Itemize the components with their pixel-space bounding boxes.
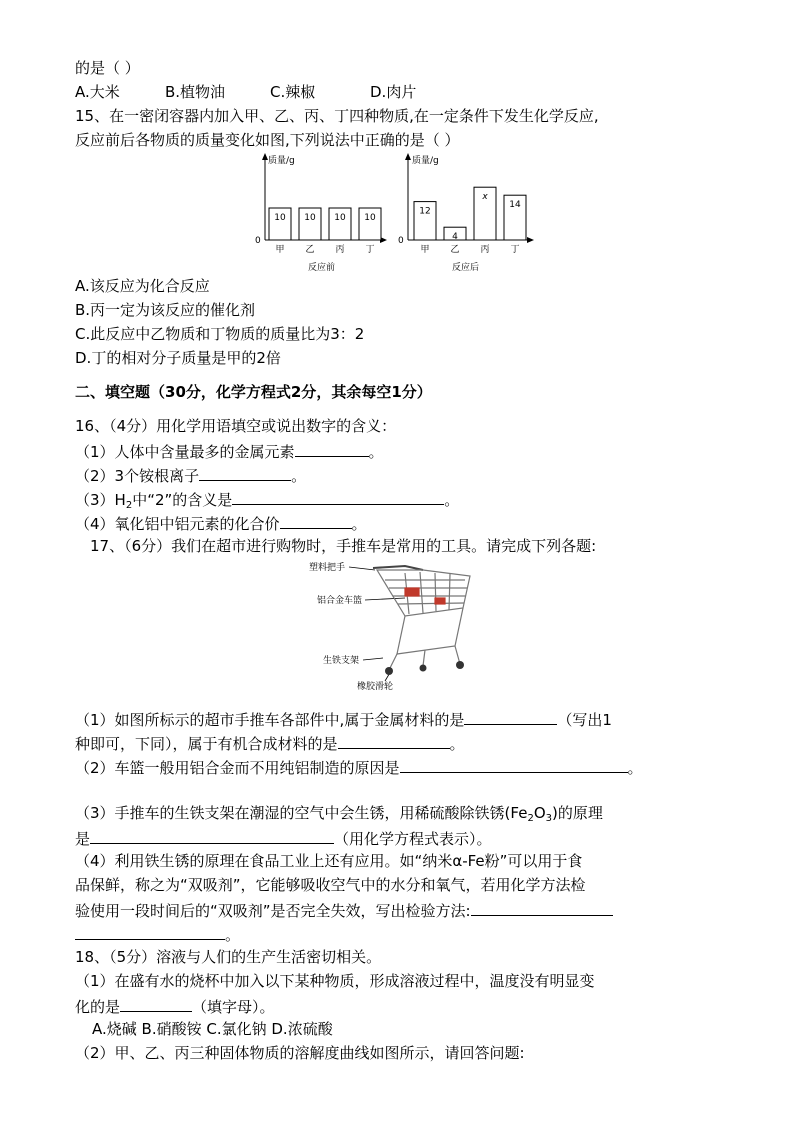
q16-sub3-subscript: 2 xyxy=(125,500,133,511)
q17-blank1[interactable] xyxy=(464,708,557,725)
q15-option-b: B.丙一定为该反应的催化剂 xyxy=(75,301,256,319)
q17-sub3-text-c: 是 xyxy=(75,830,91,848)
shopping-cart-figure xyxy=(305,558,480,698)
q17-sub4-line3 xyxy=(75,899,613,921)
q14-stem-tail: 的是（ ） xyxy=(75,59,140,77)
bar-value-label: 10 xyxy=(304,213,316,223)
chart-after-origin: 0 xyxy=(398,236,404,246)
q17-sub4-line4 xyxy=(75,923,240,945)
chart-before xyxy=(255,153,387,273)
q16-stem: 16、（4分）用化学用语填空或说出数字的含义： xyxy=(75,417,397,435)
q14-option-d: D.肉片 xyxy=(370,83,417,101)
q17-sub1-end: 。 xyxy=(449,735,465,753)
q16-sub3-end: 。 xyxy=(444,491,460,509)
chart-after xyxy=(398,153,534,273)
q16-sub1 xyxy=(75,440,384,462)
category-tick-label: 丙 xyxy=(335,245,345,255)
cart-label-handle: 塑料把手 xyxy=(309,563,346,573)
section-heading: 二、填空题（30分，化学方程式2分，其余每空1分） xyxy=(75,383,432,401)
bar-value-label: 14 xyxy=(509,200,521,211)
q17-sub1-line1 xyxy=(75,708,612,730)
q17-sub3-line1 xyxy=(75,803,603,829)
q17-sub3-text-a: （3）手推车的生铁支架在潮湿的空气中会生锈，用稀硫酸除铁锈(Fe xyxy=(75,804,528,822)
q17-sub4-line1: （4）利用铁生锈的原理在食品工业上还有应用。如“纳米α-Fe粉”可以用于食 xyxy=(75,852,583,870)
q17-sub3-sub2: 3 xyxy=(545,813,552,824)
q15-stem-line2: 反应前后各物质的质量变化如图,下列说法中正确的是（ ） xyxy=(75,131,460,149)
q17-blank3[interactable] xyxy=(400,756,628,773)
q16-sub4-text: （4）氧化铝中铝元素的化合价 xyxy=(75,515,280,533)
q17-sub1-text-c: 种即可，下同），属于有机合成材料的是 xyxy=(75,735,338,753)
q14-option-a: A.大米 xyxy=(75,83,120,101)
q18-sub1-text-b: 化的是 xyxy=(75,998,121,1016)
category-tick-label: 甲 xyxy=(420,245,430,255)
q15-charts xyxy=(240,150,540,275)
bar-value-label: 10 xyxy=(274,213,286,223)
q17-sub3-text-d: （用化学方程式表示）。 xyxy=(334,830,492,848)
category-tick-label: 乙 xyxy=(305,245,315,255)
bar-value-label: 4 xyxy=(452,232,458,243)
q17-blank4[interactable] xyxy=(90,827,334,844)
q15-option-c: C.此反应中乙物质和丁物质的质量比为3：2 xyxy=(75,325,365,343)
cart-label-basket: 铝合金车篮 xyxy=(317,596,363,606)
q16-blank3[interactable] xyxy=(232,488,444,505)
chart-before-ylabel: 质量/g xyxy=(268,156,295,166)
q18-sub1-line2 xyxy=(75,995,275,1017)
q18-stem: 18、（5分）溶液与人们的生产生活密切相关。 xyxy=(75,948,382,966)
q18-sub1-line1: （1）在盛有水的烧杯中加入以下某种物质，形成溶液过程中，温度没有明显变 xyxy=(75,972,595,990)
q17-sub2 xyxy=(75,756,643,778)
q17-stem: 17、（6分）我们在超市进行购物时，手推车是常用的工具。请完成下列各题: xyxy=(90,537,597,555)
q17-sub3-sub1: 2 xyxy=(527,813,534,824)
q14-option-c: C.辣椒 xyxy=(270,83,316,101)
q17-sub1-text-b: （写出1 xyxy=(557,711,612,729)
chart-after-ylabel: 质量/g xyxy=(412,156,439,166)
q15-option-a: A.该反应为化合反应 xyxy=(75,277,210,295)
q18-options: A.烧碱 B.硝酸铵 C.氯化钠 D.浓硫酸 xyxy=(92,1020,333,1038)
cart-label-wheel: 橡胶滑轮 xyxy=(357,682,394,692)
q16-sub4 xyxy=(75,512,367,534)
q18-blank1[interactable] xyxy=(120,995,192,1012)
q16-sub1-end: 。 xyxy=(368,443,384,461)
q17-blank6[interactable] xyxy=(75,923,225,940)
category-tick-label: 丙 xyxy=(480,245,490,255)
cart-label-frame: 生铁支架 xyxy=(323,656,360,666)
q16-sub1-text: （1）人体中含量最多的金属元素 xyxy=(75,443,295,461)
bar-value-label: x xyxy=(482,192,488,203)
q16-sub2-end: 。 xyxy=(291,467,307,485)
q16-sub2-text: （2）3个铵根离子 xyxy=(75,467,200,485)
q16-blank1[interactable] xyxy=(295,440,369,457)
q15-option-d: D.丁的相对分子质量是甲的2倍 xyxy=(75,349,281,367)
q17-sub1-line2 xyxy=(75,732,465,754)
q17-sub3-mid: O xyxy=(533,804,546,822)
q14-option-b: B.植物油 xyxy=(165,83,226,101)
q17-blank5[interactable] xyxy=(471,899,613,916)
chart-before-xlabel: 反应前 xyxy=(308,263,336,273)
bar-value-label: 10 xyxy=(334,213,346,223)
q16-blank4[interactable] xyxy=(280,512,352,529)
cart-wheels xyxy=(385,661,464,675)
q16-sub2 xyxy=(75,464,306,486)
q17-sub3-text-b: )的原理 xyxy=(552,804,603,822)
q17-sub1-text-a: （1）如图所标示的超市手推车各部件中,属于金属材料的是 xyxy=(75,711,465,729)
chart-after-xlabel: 反应后 xyxy=(452,263,480,273)
q17-sub4-line2: 品保鲜，称之为“双吸剂”，它能够吸收空气中的水分和氧气，若用化学方法检 xyxy=(75,876,586,894)
q17-sub4-text-c: 验使用一段时间后的“双吸剂”是否完全失效，写出检验方法: xyxy=(75,902,471,920)
bar-value-label: 12 xyxy=(419,206,431,217)
q15-stem-line1: 15、在一密闭容器内加入甲、乙、丙、丁四种物质,在一定条件下发生化学反应, xyxy=(75,107,599,125)
bar-value-label: 10 xyxy=(364,213,376,223)
category-tick-label: 乙 xyxy=(450,245,460,255)
q17-sub4-end: 。 xyxy=(225,926,241,944)
q16-blank2[interactable] xyxy=(199,464,291,481)
q16-sub3-post: 中“2”的含义是 xyxy=(132,491,233,509)
q18-sub1-text-c: （填字母）。 xyxy=(192,998,275,1016)
q18-sub2: （2）甲、乙、丙三种固体物质的溶解度曲线如图所示，请回答问题: xyxy=(75,1044,525,1062)
cart-drawing xyxy=(373,566,470,670)
chart-before-origin: 0 xyxy=(255,236,261,246)
q16-sub3-pre: （3）H xyxy=(75,491,126,509)
category-tick-label: 甲 xyxy=(275,245,285,255)
q17-sub3-line2 xyxy=(75,827,492,849)
category-tick-label: 丁 xyxy=(365,245,375,255)
q17-sub2-text: （2）车篮一般用铝合金而不用纯铝制造的原因是 xyxy=(75,759,400,777)
q17-sub2-end: 。 xyxy=(627,759,643,777)
category-tick-label: 丁 xyxy=(510,245,520,255)
q17-blank2[interactable] xyxy=(338,732,450,749)
q16-sub4-end: 。 xyxy=(351,515,367,533)
